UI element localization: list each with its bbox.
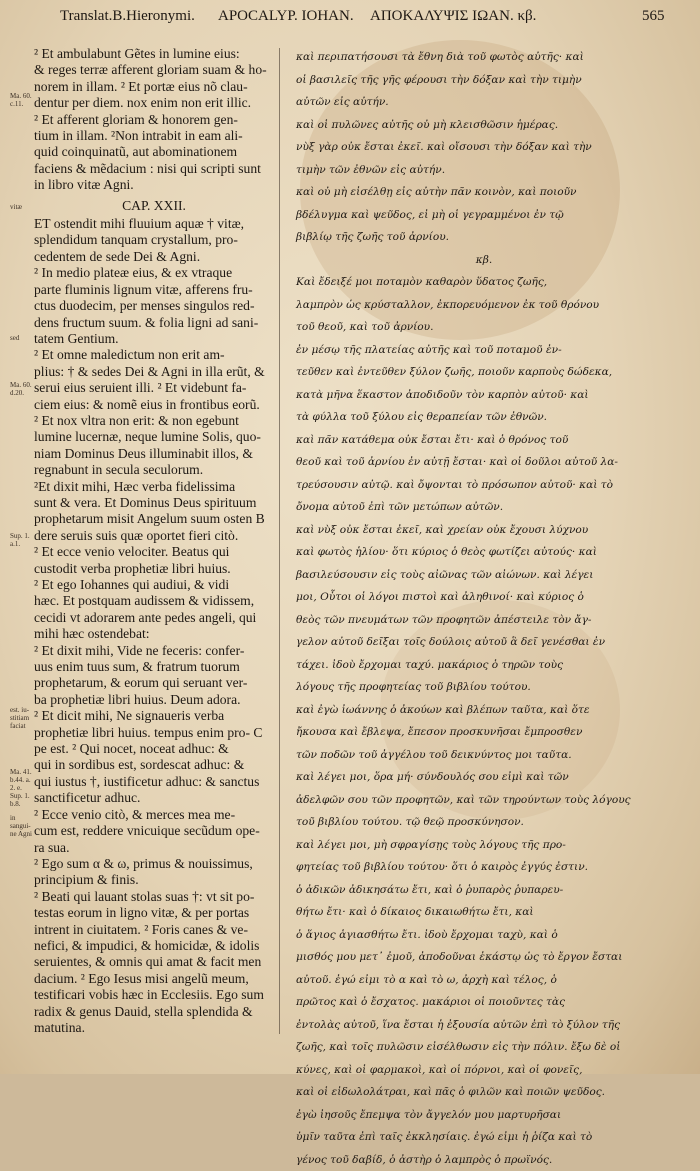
header-left: Translat.B.Hieronymi. (60, 8, 195, 25)
text-line: ² Et nox vltra non erit: & non egebunt (34, 413, 274, 429)
text-line: seruientes, & omnis qui amat & facit men (34, 954, 274, 970)
text-line: ciem eius: & nomẽ eius in frontibus eorũ. (34, 397, 274, 413)
text-line: prophetarum, & eorum qui seruant ver- (34, 675, 274, 691)
text-line: splendidum tanquam crystallum, pro- (34, 232, 274, 248)
text-line: ET ostendit mihi fluuium aquæ † vitæ, (34, 216, 274, 232)
text-line: dacium. ² Ego Iesus misi angelũ meum, (34, 971, 274, 987)
text-line: ἐντολὰς αὐτοῦ, ἵνα ἔσται ἡ ἐξουσία αὐτῶν ἐπὶ τὸ ξύλον τῆς (296, 1014, 672, 1037)
margin-note: Sup. 1. a.1. (10, 532, 36, 548)
text-line: nefici, & impudici, & homicidæ, & idolis (34, 938, 274, 954)
margin-note: vitæ (10, 203, 36, 211)
text-line: lumine lucernæ, neque lumine Solis, quo- (34, 429, 274, 445)
greek-text-rev21 (296, 46, 672, 249)
text-line: λόγους τῆς προφητείας τοῦ βιβλίου τούτου. (296, 676, 672, 699)
text-line: dentur per diem. nox enim non erit illic. (34, 95, 274, 111)
text-line: ὁ ἅγιος ἁγιασθήτω ἔτι. ἰδοὺ ἔρχομαι ταχὺ, καὶ ὁ (296, 924, 672, 947)
text-line: οἱ βασιλεῖς τῆς γῆς φέρουσι τὴν δόξαν καὶ τὴν τιμὴν (296, 69, 672, 92)
text-line: βδέλυγμα καὶ ψεῦδος, εἰ μὴ οἱ γεγραμμένοι ἐν τῷ (296, 204, 672, 227)
margin-note: in sangui- ne Agni (10, 814, 36, 838)
text-line: radix & genus Dauid, stella splendida & (34, 1004, 274, 1020)
text-line: ²Et dixit mihi, Hæc verba fidelissima (34, 479, 274, 495)
text-line: θεοῦ καὶ τοῦ ἀρνίου ἐν αὐτῇ ἔσται· καὶ οἱ δοῦλοι αὐτοῦ λα- (296, 451, 672, 474)
text-line: faciens & mẽdacium : nisi qui scripti sunt (34, 161, 274, 177)
text-line: uus enim tuus sum, & fratrum tuorum (34, 659, 274, 675)
text-line: hæc. Et postquam audissem & vidissem, (34, 593, 274, 609)
text-line: τὰ φύλλα τοῦ ξύλου εἰς θεραπείαν τῶν ἐθνῶν. (296, 406, 672, 429)
latin-text-rev21 (34, 46, 274, 194)
text-line: φητείας τοῦ βιβλίου τούτου· ὅτι ὁ καιρὸς ἐγγύς ἐστιν. (296, 856, 672, 879)
text-line: ἀδελφῶν σου τῶν προφητῶν, καὶ τῶν τηρούντων τοὺς λόγους (296, 789, 672, 812)
text-line: norem in illam. ² Et portæ eius nõ clau- (34, 79, 274, 95)
text-line: sunt & vera. Et Dominus Deus spirituum (34, 495, 274, 511)
text-line: niam Dominus Deus illuminabit illos, & (34, 446, 274, 462)
text-line: γελον αὐτοῦ δεῖξαι τοῖς δούλοις αὐτοῦ ἃ δεῖ γενέσθαι ἐν (296, 631, 672, 654)
text-line: ² Et dixit mihi, Vide ne feceris: confer- (34, 643, 274, 659)
text-line: μισθός μου μετ᾽ ἐμοῦ, ἀποδοῦναι ἑκάστῳ ὡς τὸ ἔργον ἔσται (296, 946, 672, 969)
text-line: ra sua. (34, 840, 274, 856)
text-line: prophetiæ libri huius. tempus enim pro- C (34, 725, 274, 741)
text-line: ἤκουσα καὶ ἔβλεψα, ἔπεσον προσκυνῆσαι ἔμπροσθεν (296, 721, 672, 744)
text-line: τῶν ποδῶν τοῦ ἀγγέλου τοῦ δεικνύντος μοι ταῦτα. (296, 744, 672, 767)
text-line: θεὸς τῶν πνευμάτων τῶν προφητῶν ἀπέστειλε τὸν ἄγ- (296, 609, 672, 632)
text-line: qui in sordibus est, sordescat adhuc: & (34, 757, 274, 773)
margin-note: est. iu- stitiam faciat (10, 706, 36, 730)
text-line: καὶ ἐγὼ ἰωάννης ὁ ἀκούων καὶ βλέπων ταῦτα, καὶ ὅτε (296, 699, 672, 722)
text-line: κατὰ μῆνα ἕκαστον ἀποδιδοῦν τὸν καρπὸν αὐτοῦ· καὶ (296, 384, 672, 407)
text-line: τιμὴν τῶν ἐθνῶν εἰς αὐτήν. (296, 159, 672, 182)
text-line: καὶ νὺξ οὐκ ἔσται ἐκεῖ, καὶ χρείαν οὐκ ἔχουσι λύχνου (296, 519, 672, 542)
text-line: καὶ πᾶν κατάθεμα οὐκ ἔσται ἔτι· καὶ ὁ θρόνος τοῦ (296, 429, 672, 452)
text-line: matutina. (34, 1020, 274, 1036)
text-line: ² Et ego Iohannes qui audiui, & vidi (34, 577, 274, 593)
text-line: ζωῆς, καὶ τοῖς πυλῶσιν εἰσέλθωσιν εἰς τὴν πόλιν. ἔξω δὲ οἱ (296, 1036, 672, 1059)
text-line: cedentem de sede Dei & Agni. (34, 249, 274, 265)
text-line: regnabunt in secula seculorum. (34, 462, 274, 478)
text-line: γένος τοῦ δαβίδ, ὁ ἀστὴρ ὁ λαμπρὸς ὁ πρωϊνός. (296, 1149, 672, 1171)
text-line: ὄνομα αὐτοῦ ἐπὶ τῶν μετώπων αὐτῶν. (296, 496, 672, 519)
text-line: τοῦ θεοῦ, καὶ τοῦ ἀρνίου. (296, 316, 672, 339)
text-line: νὺξ γὰρ οὐκ ἔσται ἐκεῖ. καὶ οἴσουσι τὴν δόξαν καὶ τὴν (296, 136, 672, 159)
text-line: testificari vobis hæc in Ecclesiis. Ego sum (34, 987, 274, 1003)
text-line: custodit verba prophetiæ libri huius. (34, 561, 274, 577)
text-line: βιβλίῳ τῆς ζωῆς τοῦ ἀρνίου. (296, 226, 672, 249)
text-line: αὐτοῦ. ἐγώ εἰμι τὸ α καὶ τὸ ω, ἀρχὴ καὶ τέλος, ὁ (296, 969, 672, 992)
text-line: qui iustus †, iustificetur adhuc: & sanctus (34, 774, 274, 790)
text-line: ba prophetiæ libri huius. Deum adora. (34, 692, 274, 708)
text-line: τεῦθεν καὶ ἐντεῦθεν ξύλον ζωῆς, ποιοῦν καρποὺς δώδεκα, (296, 361, 672, 384)
text-line: ² Ecce venio citò, & merces mea me- (34, 807, 274, 823)
text-line: cum est, reddere vnicuique secũdum ope- (34, 823, 274, 839)
text-line: ² Beati qui lauant stolas suas †: vt sit po- (34, 889, 274, 905)
text-line: sanctificetur adhuc. (34, 790, 274, 806)
text-line: μοι, Οὗτοι οἱ λόγοι πιστοὶ καὶ ἀληθινοί· καὶ κύριος ὁ (296, 586, 672, 609)
text-line: mihi hæc ostendebat: (34, 626, 274, 642)
column-divider (279, 48, 280, 1034)
text-line: τοῦ βιβλίου τούτου. τῷ θεῷ προσκύνησον. (296, 811, 672, 834)
greek-text-rev22 (296, 271, 672, 1171)
text-line: ἐν μέσῳ τῆς πλατείας αὐτῆς καὶ τοῦ ποταμοῦ ἐν- (296, 339, 672, 362)
text-line: principium & finis. (34, 872, 274, 888)
text-line: κύνες, καὶ οἱ φαρμακοὶ, καὶ οἱ πόρνοι, καὶ οἱ φονεῖς, (296, 1059, 672, 1082)
text-line: καὶ οἱ εἰδωλολάτραι, καὶ πᾶς ὁ φιλῶν καὶ ποιῶν ψεῦδος. (296, 1081, 672, 1104)
text-line: intrent in ciuitatem. ² Foris canes & ve- (34, 922, 274, 938)
text-line: καὶ περιπατήσουσι τὰ ἔθνη διὰ τοῦ φωτὸς αὐτῆς· καὶ (296, 46, 672, 69)
text-line: testas eorum in ligno vitæ, & per portas (34, 905, 274, 921)
text-line: & reges terræ afferent gloriam suam & ho- (34, 62, 274, 78)
margin-note: sed (10, 334, 36, 342)
text-line: θήτω ἔτι· καὶ ὁ δίκαιος δικαιωθήτω ἔτι, καὶ (296, 901, 672, 924)
margin-note: Ma. 41. b.44. a. 2. e. Sup. 1. b.8. (10, 768, 36, 808)
text-line: prophetarum misit Angelum suum osten B (34, 511, 274, 527)
text-line: καὶ οἱ πυλῶνες αὐτῆς οὐ μὴ κλεισθῶσιν ἡμέρας. (296, 114, 672, 137)
text-line: ² Et afferent gloriam & honorem gen- (34, 112, 274, 128)
text-line: plius: † & sedes Dei & Agni in illa erũt, & (34, 364, 274, 380)
latin-column (34, 46, 274, 1036)
text-line: ὁ ἀδικῶν ἀδικησάτω ἔτι, καὶ ὁ ῥυπαρὸς ῥυπαρευ- (296, 879, 672, 902)
text-line: καὶ λέγει μοι, ὅρα μή· σύνδουλός σου εἰμὶ καὶ τῶν (296, 766, 672, 789)
text-line: in libro vitæ Agni. (34, 177, 274, 193)
text-line: καὶ φωτὸς ἡλίου· ὅτι κύριος ὁ θεὸς φωτίζει αὐτούς· καὶ (296, 541, 672, 564)
text-line: Καὶ ἔδειξέ μοι ποταμὸν καθαρὸν ὕδατος ζωῆς, (296, 271, 672, 294)
text-line: ² Et omne maledictum non erit am- (34, 347, 274, 363)
text-line: parte fluminis lignum vitæ, afferens fru- (34, 282, 274, 298)
margin-note: Ma. 60. d.20. (10, 381, 36, 397)
text-line: quid coinquinatũ, aut abominationem (34, 144, 274, 160)
text-line: ² Et ecce venio velociter. Beatus qui (34, 544, 274, 560)
text-line: λαμπρὸν ὡς κρύσταλλον, ἐκπορευόμενον ἐκ τοῦ θρόνου (296, 294, 672, 317)
text-line: ² Ego sum α & ω, primus & nouissimus, (34, 856, 274, 872)
text-line: ² In medio plateæ eius, & ex vtraque (34, 265, 274, 281)
text-line: ὑμῖν ταῦτα ἐπὶ ταῖς ἐκκλησίαις. ἐγώ εἰμι ἡ ῥίζα καὶ τὸ (296, 1126, 672, 1149)
running-header (0, 8, 700, 36)
margin-note: Ma. 60. c.11. (10, 92, 36, 108)
text-line: tium in illam. ²Non intrabit in eam ali- (34, 128, 274, 144)
text-line: ctus duodecim, per menses singulos red- (34, 298, 274, 314)
text-line: cecidi vt adorarem ante pedes angeli, qui (34, 610, 274, 626)
text-line: dens fructum suum. & folia ligni ad sani- (34, 315, 274, 331)
text-line: ² Et ambulabunt Gẽtes in lumine eius: (34, 46, 274, 62)
text-line: ² Et dicit mihi, Ne signaueris verba (34, 708, 274, 724)
text-line: πρῶτος καὶ ὁ ἔσχατος. μακάριοι οἱ ποιοῦντες τὰς (296, 991, 672, 1014)
header-center-greek: ΑΠΟΚΑΛΥΨΙΣ ΙΩΑΝ. κβ. (370, 8, 536, 25)
page-number: 565 (642, 8, 665, 25)
text-line: ἐγὼ ἰησοῦς ἔπεμψα τὸν ἄγγελόν μου μαρτυρῆσαι (296, 1104, 672, 1127)
chapter-heading-latin: CAP. XXII. (34, 198, 274, 214)
chapter-heading-greek: κβ. (296, 249, 672, 272)
text-line: τάχει. ἰδοὺ ἔρχομαι ταχύ. μακάριος ὁ τηρῶν τοὺς (296, 654, 672, 677)
header-center-latin: APOCALYP. IOHAN. (218, 8, 354, 25)
text-line: τρεύσουσιν αὐτῷ. καὶ ὄψονται τὸ πρόσωπον αὐτοῦ· καὶ τὸ (296, 474, 672, 497)
text-line: καὶ οὐ μὴ εἰσέλθῃ εἰς αὐτὴν πᾶν κοινὸν, καὶ ποιοῦν (296, 181, 672, 204)
text-line: αὐτῶν εἰς αὐτήν. (296, 91, 672, 114)
text-line: βασιλεύσουσιν εἰς τοὺς αἰῶνας τῶν αἰώνων. καὶ λέγει (296, 564, 672, 587)
text-line: tatem Gentium. (34, 331, 274, 347)
text-line: pe est. ² Qui nocet, noceat adhuc: & (34, 741, 274, 757)
text-line: dere seruis suis quæ oportet fieri citò. (34, 528, 274, 544)
latin-text-rev22 (34, 216, 274, 1036)
text-line: serui eius seruient illi. ² Et videbunt fa- (34, 380, 274, 396)
greek-column (296, 46, 672, 1171)
text-line: καὶ λέγει μοι, μὴ σφραγίσῃς τοὺς λόγους τῆς προ- (296, 834, 672, 857)
